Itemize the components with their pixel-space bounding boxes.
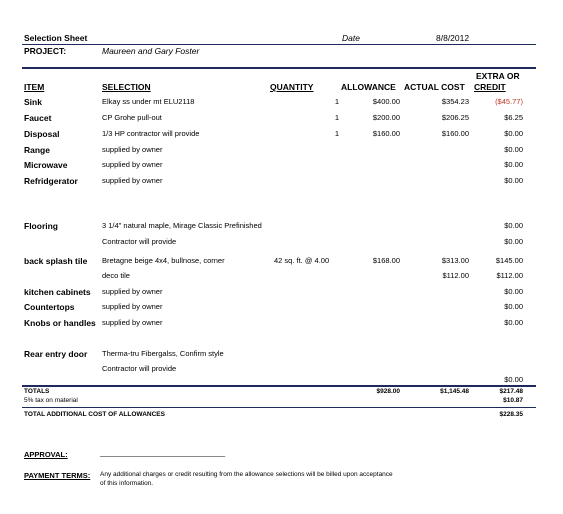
selection-cell: supplied by owner — [102, 176, 163, 185]
allowance-cell: $160.00 — [372, 129, 400, 138]
selection-cell: Therma-tru Fibergalss, Confirm style — [102, 349, 224, 358]
selection-cell: deco tile — [102, 271, 130, 280]
totals-actual: $1,145.48 — [440, 388, 469, 395]
extra-cell: $0.00 — [504, 160, 523, 169]
allowance-cell: $168.00 — [372, 256, 400, 265]
approval-signature-line: ______________________________ — [100, 448, 226, 457]
item-cell: Disposal — [24, 129, 60, 139]
selection-cell: supplied by owner — [102, 318, 163, 327]
item-cell: Sink — [24, 97, 42, 107]
tax-label: 5% tax on material — [24, 397, 78, 404]
totals-label: TOTALS — [24, 388, 50, 395]
selection-cell: Contractor will provide — [102, 237, 177, 246]
extra-cell: $0.00 — [504, 176, 523, 185]
col-extra-line1: EXTRA OR — [476, 71, 520, 81]
project-value: Maureen and Gary Foster — [102, 46, 200, 56]
selection-cell: CP Grohe pull-out — [102, 113, 162, 122]
col-selection: SELECTION — [102, 82, 151, 92]
selection-cell: Elkay ss under mt ELU2118 — [102, 97, 195, 106]
extra-cell: $145.00 — [495, 256, 523, 265]
extra-cell: $112.00 — [496, 271, 523, 280]
grand-total-value: $228.35 — [499, 411, 523, 418]
col-allowance: ALLOWANCE — [341, 82, 396, 92]
qty-cell: 42 sq. ft. @ 4.00 — [274, 256, 330, 265]
selection-cell: 1/3 HP contractor will provide — [102, 129, 200, 138]
grand-total-label: TOTAL ADDITIONAL COST OF ALLOWANCES — [24, 411, 165, 418]
item-cell: Rear entry door — [24, 349, 88, 359]
grand-total-divider — [22, 407, 536, 408]
extra-cell: ($45.77) — [495, 97, 523, 106]
selection-cell: 3 1/4" natural maple, Mirage Classic Prefinished — [102, 221, 262, 230]
allowance-cell: $200.00 — [372, 113, 400, 122]
selection-cell: Contractor will provide — [102, 364, 177, 373]
actual-cell: $313.00 — [441, 256, 469, 265]
selection-cell: Bretagne beige 4x4, bullnose, corner — [102, 256, 225, 265]
totals-extra: $217.48 — [499, 388, 523, 395]
project-label: PROJECT: — [24, 46, 67, 56]
date-value: 8/8/2012 — [436, 33, 470, 43]
item-cell: Refridgerator — [24, 176, 78, 186]
actual-cell: $112.00 — [442, 271, 469, 280]
item-cell: Flooring — [24, 221, 58, 231]
approval-label: APPROVAL: — [24, 450, 68, 459]
actual-cell: $354.23 — [441, 97, 469, 106]
payment-terms-line2: of this information. — [100, 480, 154, 487]
item-cell: kitchen cabinets — [24, 287, 91, 297]
selection-cell: supplied by owner — [102, 160, 163, 169]
tax-value: $10.87 — [503, 397, 523, 404]
extra-cell: $0.00 — [504, 302, 523, 311]
col-actual-cost: ACTUAL COST — [404, 82, 465, 92]
selection-cell: supplied by owner — [102, 287, 163, 296]
extra-cell: $0.00 — [504, 145, 523, 154]
item-cell: Microwave — [24, 160, 68, 170]
item-cell: Faucet — [24, 113, 52, 123]
pre-total-extra: $0.00 — [504, 375, 523, 384]
item-cell: Countertops — [24, 302, 75, 312]
col-item: ITEM — [24, 82, 45, 92]
totals-allowance: $928.00 — [376, 388, 400, 395]
totals-divider — [22, 385, 536, 387]
date-label: Date — [342, 33, 360, 43]
item-cell: Range — [24, 145, 50, 155]
qty-cell: 1 — [334, 113, 339, 122]
actual-cell: $160.00 — [441, 129, 469, 138]
extra-cell: $0.00 — [504, 129, 523, 138]
item-cell: back splash tile — [24, 256, 88, 266]
extra-cell: $0.00 — [504, 318, 523, 327]
header-divider — [22, 67, 536, 69]
col-extra-line2: CREDIT — [474, 82, 506, 92]
selection-cell: supplied by owner — [102, 302, 163, 311]
actual-cell: $206.25 — [441, 113, 469, 122]
payment-terms-label: PAYMENT TERMS: — [24, 471, 91, 480]
header-underline — [22, 44, 536, 45]
extra-cell: $6.25 — [504, 113, 523, 122]
allowance-cell: $400.00 — [372, 97, 400, 106]
selection-cell: supplied by owner — [102, 145, 163, 154]
col-quantity: QUANTITY — [270, 82, 314, 92]
qty-cell: 1 — [334, 129, 339, 138]
qty-cell: 1 — [334, 97, 339, 106]
extra-cell: $0.00 — [504, 287, 523, 296]
sheet-title: Selection Sheet — [24, 33, 88, 43]
item-cell: Knobs or handles — [24, 318, 96, 328]
extra-cell: $0.00 — [504, 237, 523, 246]
payment-terms-line1: Any additional charges or credit resulting from the allowance selections will be billed upon acceptance — [100, 471, 393, 478]
extra-cell: $0.00 — [504, 221, 523, 230]
